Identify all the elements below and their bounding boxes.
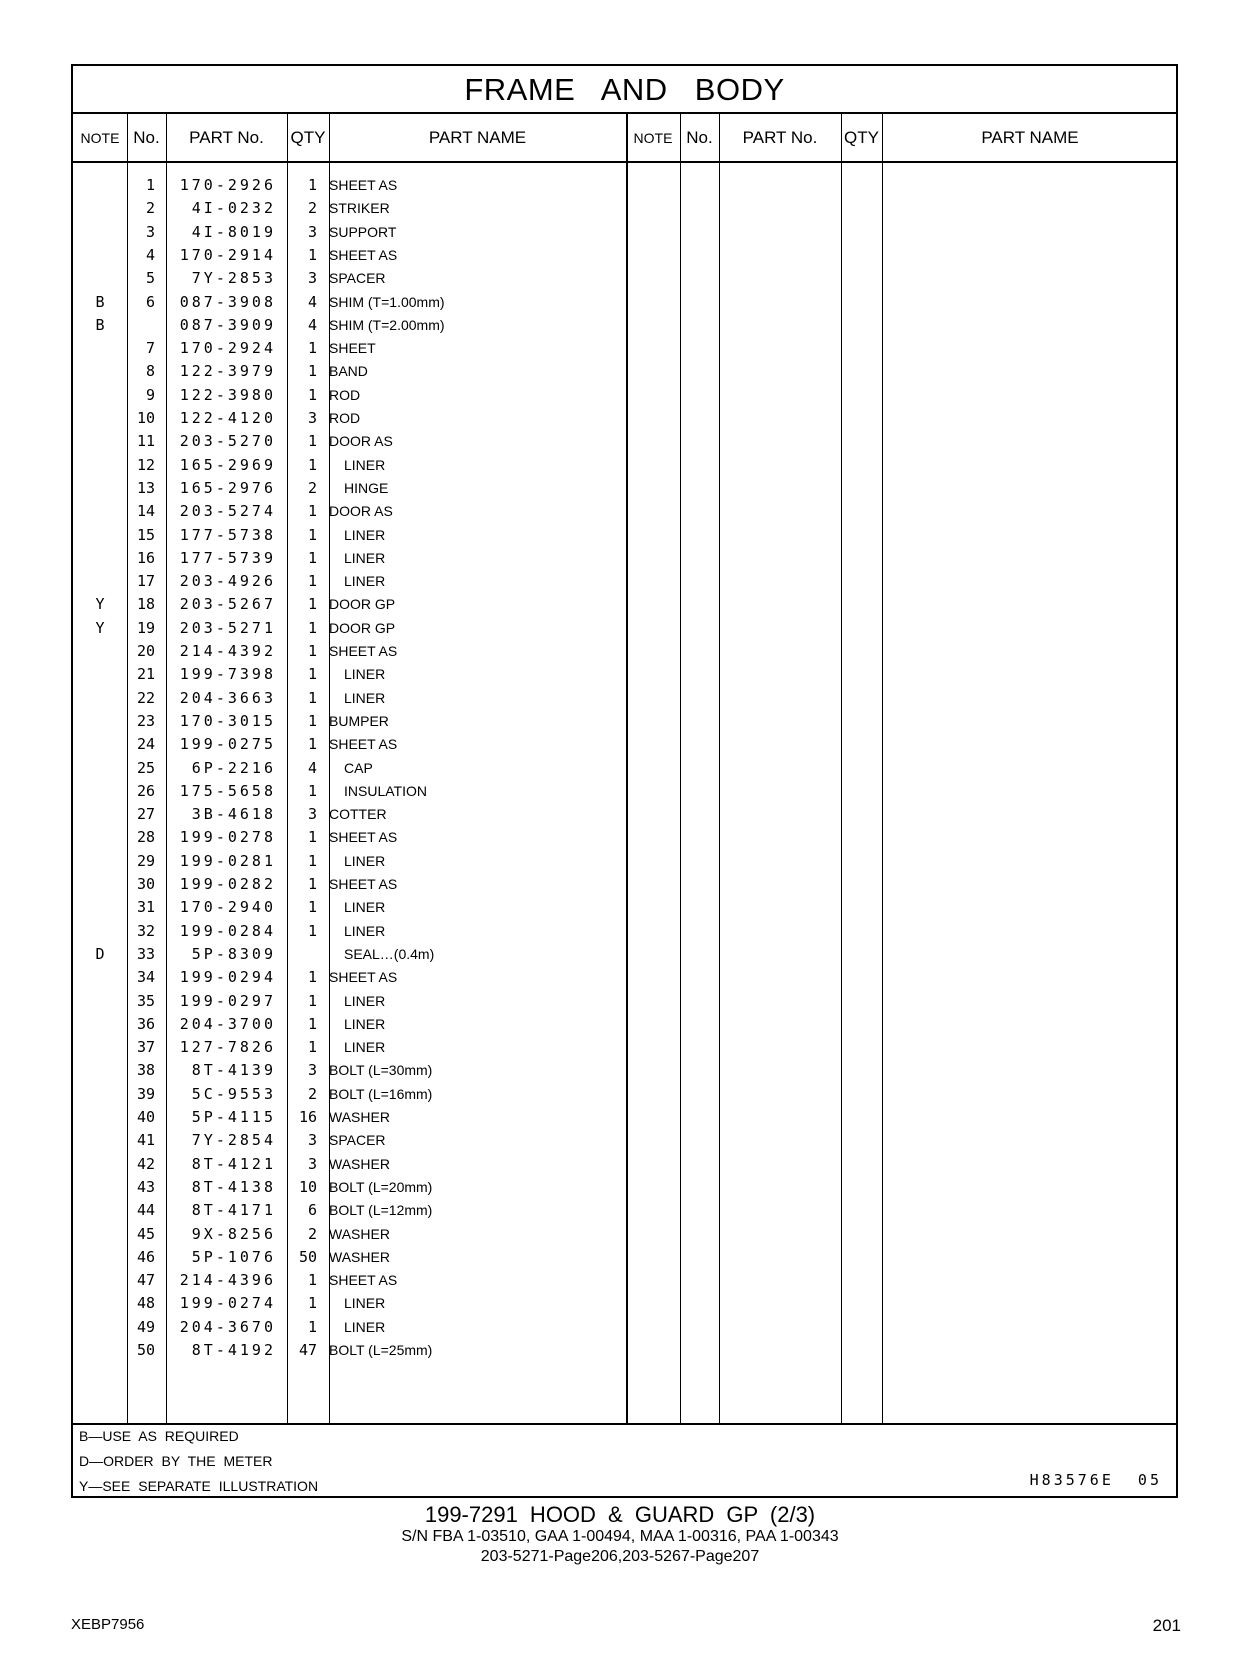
row-quantity: 1: [307, 176, 317, 194]
row-number: 36: [136, 1014, 155, 1033]
row-number: 3: [145, 222, 155, 241]
row-number: 41: [136, 1131, 155, 1150]
row-quantity: 1: [307, 1294, 317, 1313]
header-part-name-right: PART NAME: [981, 128, 1079, 147]
row-quantity: 2: [307, 478, 317, 497]
row-part-name: LINER: [344, 549, 386, 566]
table-row: [73, 1223, 633, 1246]
row-part-number: 170-3015: [179, 711, 276, 730]
row-part-number: 199-0278: [179, 828, 276, 847]
table-row: [73, 990, 633, 1013]
row-quantity: 1: [307, 502, 317, 521]
legend-item-b: B—USE AS REQUIRED: [79, 1428, 239, 1444]
row-quantity: 1: [307, 548, 317, 567]
table-row: [73, 803, 633, 826]
row-part-number: 087-3908: [179, 292, 276, 311]
row-part-number: 203-5267: [179, 595, 276, 614]
table-row: [73, 1199, 633, 1222]
row-part-number: 204-3670: [179, 1317, 276, 1336]
row-quantity: 1: [307, 455, 317, 474]
row-part-name: SHEET AS: [329, 829, 398, 846]
table-row: [73, 1269, 633, 1292]
row-part-number: 122-3979: [179, 362, 276, 381]
row-number: 24: [136, 735, 155, 754]
row-note: Y: [95, 618, 105, 637]
row-part-name: WASHER: [329, 1248, 390, 1265]
row-part-name: LINER: [344, 456, 386, 473]
table-row: [73, 524, 633, 547]
table-row: [73, 314, 633, 337]
row-part-name: SHEET AS: [329, 177, 398, 193]
column-line: [719, 113, 720, 1423]
row-quantity: 1: [307, 1038, 317, 1057]
row-number: 10: [136, 409, 155, 427]
row-part-name: WASHER: [329, 1225, 390, 1242]
table-row: [73, 896, 633, 919]
row-part-name: LINER: [344, 899, 386, 916]
header-no: No.: [133, 128, 160, 147]
row-number: 49: [136, 1317, 155, 1336]
row-number: 44: [136, 1201, 155, 1220]
row-number: 30: [136, 875, 155, 893]
row-part-number: 087-3909: [179, 315, 276, 334]
row-quantity: 3: [307, 1061, 317, 1080]
row-part-number: 199-0275: [179, 735, 276, 754]
header-qty: QTY: [290, 128, 326, 147]
row-part-number: 214-4396: [179, 1271, 276, 1290]
table-row: [73, 244, 633, 267]
row-part-name: LINER: [344, 666, 386, 683]
row-quantity: 10: [298, 1177, 317, 1196]
row-number: 7: [145, 339, 155, 358]
row-part-name: ROD: [329, 386, 361, 403]
row-part-name: SHEET AS: [329, 736, 398, 753]
row-part-number: 5C-9553: [191, 1084, 276, 1103]
table-row: [73, 477, 633, 500]
row-part-name: DOOR AS: [329, 433, 393, 450]
row-number: 35: [136, 991, 155, 1010]
table-row: [73, 384, 633, 407]
row-number: 31: [136, 898, 155, 917]
table-row: [73, 1059, 633, 1082]
row-part-name: SEAL…(0.4m): [344, 945, 435, 962]
row-quantity: 1: [307, 362, 317, 381]
table-row: [73, 337, 633, 360]
row-quantity: 4: [307, 292, 317, 311]
row-quantity: 1: [307, 991, 317, 1010]
row-part-number: 5P-4115: [191, 1108, 276, 1126]
row-number: 25: [136, 758, 155, 777]
row-number: 9: [145, 385, 155, 404]
row-quantity: 3: [307, 222, 317, 241]
row-number: 50: [136, 1341, 155, 1359]
figure-caption: [0, 1503, 1240, 1567]
row-part-number: 8T-4171: [191, 1201, 276, 1220]
row-part-number: 122-4120: [179, 409, 276, 427]
row-part-number: 9X-8256: [191, 1224, 276, 1243]
row-number: 4: [145, 245, 155, 264]
row-part-name: BOLT (L=12mm): [329, 1202, 433, 1219]
row-part-name: SPACER: [329, 270, 386, 287]
row-part-name: INSULATION: [344, 782, 427, 799]
row-quantity: 3: [307, 1131, 317, 1150]
row-part-name: LINER: [344, 1039, 386, 1056]
row-part-name: SHEET AS: [329, 969, 398, 986]
column-line: [841, 113, 842, 1423]
row-quantity: 1: [307, 432, 317, 451]
row-quantity: 1: [307, 828, 317, 847]
row-part-name: SHIM (T=1.00mm): [329, 293, 445, 310]
row-note: B: [95, 315, 105, 334]
row-number: 12: [136, 455, 155, 474]
row-part-number: 170-2926: [179, 176, 276, 194]
table-row: [73, 757, 633, 780]
row-number: 37: [136, 1038, 155, 1057]
header-note-right: NOTE: [633, 130, 673, 146]
table-row: [73, 1129, 633, 1152]
row-number: 11: [136, 432, 155, 451]
header-part-no-right: PART No.: [742, 128, 818, 147]
row-quantity: 1: [307, 688, 317, 707]
row-quantity: 1: [307, 385, 317, 404]
row-part-number: 177-5739: [179, 548, 276, 567]
row-number: 46: [136, 1247, 155, 1266]
row-part-name: BUMPER: [329, 712, 389, 729]
row-quantity: 3: [307, 409, 317, 427]
row-quantity: 3: [307, 269, 317, 288]
row-note: Y: [95, 595, 105, 614]
row-number: 18: [136, 595, 155, 614]
row-number: 19: [136, 618, 155, 637]
row-number: 28: [136, 828, 155, 847]
row-number: 38: [136, 1061, 155, 1080]
row-part-name: COTTER: [329, 806, 387, 823]
table-row: [73, 826, 633, 849]
row-part-name: BOLT (L=16mm): [329, 1085, 433, 1102]
table-row: [73, 1153, 633, 1176]
table-row: [73, 430, 633, 453]
header-part-no: PART No.: [189, 128, 264, 147]
row-quantity: 6: [307, 1201, 317, 1220]
row-quantity: 1: [307, 572, 317, 591]
row-quantity: 1: [307, 618, 317, 637]
row-number: 1: [145, 176, 155, 194]
row-part-number: 203-5271: [179, 618, 276, 637]
row-number: 27: [136, 805, 155, 824]
row-quantity: 1: [307, 642, 317, 660]
row-part-number: 204-3700: [179, 1014, 276, 1033]
row-part-name: SHEET: [329, 340, 376, 357]
table-row: [73, 663, 633, 686]
row-quantity: 16: [298, 1108, 317, 1126]
row-quantity: 1: [307, 898, 317, 917]
row-part-number: 199-0274: [179, 1294, 276, 1313]
table-row: [73, 593, 633, 616]
row-number: 33: [136, 944, 155, 963]
row-number: 8: [145, 362, 155, 381]
row-part-name: LINER: [344, 922, 386, 939]
row-quantity: 3: [307, 1154, 317, 1173]
row-quantity: 1: [307, 245, 317, 264]
row-number: 40: [136, 1108, 155, 1126]
table-row: [73, 1246, 633, 1269]
row-part-name: ROD: [329, 410, 361, 426]
row-part-number: 199-0284: [179, 921, 276, 940]
row-part-name: WASHER: [329, 1109, 390, 1125]
row-part-number: 8T-4139: [191, 1061, 276, 1080]
row-part-number: 165-2976: [179, 478, 276, 497]
row-part-name: LINER: [344, 1318, 386, 1335]
row-part-number: 7Y-2853: [191, 269, 276, 288]
row-number: 26: [136, 781, 155, 800]
column-line: [680, 113, 681, 1423]
row-part-name: BOLT (L=30mm): [329, 1062, 433, 1079]
row-quantity: 1: [307, 1014, 317, 1033]
row-quantity: 1: [307, 595, 317, 614]
row-part-number: 199-0281: [179, 851, 276, 870]
row-part-name: DOOR AS: [329, 503, 393, 520]
table-row: [73, 687, 633, 710]
row-part-number: 199-7398: [179, 665, 276, 684]
row-part-number: 8T-4192: [191, 1341, 276, 1359]
row-number: 32: [136, 921, 155, 940]
table-row: [73, 291, 633, 314]
row-number: 20: [136, 642, 155, 660]
row-part-number: 127-7826: [179, 1038, 276, 1057]
row-note: B: [95, 292, 105, 311]
table-row: [73, 197, 633, 220]
row-number: 17: [136, 572, 155, 591]
row-quantity: 1: [307, 339, 317, 358]
row-part-name: BOLT (L=25mm): [329, 1342, 433, 1358]
row-part-number: 199-0297: [179, 991, 276, 1010]
row-part-name: CAP: [344, 759, 373, 776]
row-number: 6: [145, 292, 155, 311]
table-row: [73, 570, 633, 593]
row-part-number: 199-0294: [179, 968, 276, 987]
column-line: [882, 113, 883, 1423]
table-row: [73, 221, 633, 244]
table-row: [73, 1013, 633, 1036]
row-quantity: 1: [307, 665, 317, 684]
legend-item-y: Y—SEE SEPARATE ILLUSTRATION: [79, 1478, 319, 1494]
header-no-right: No.: [686, 128, 713, 147]
table-row: [73, 1106, 633, 1129]
table-row: [73, 407, 633, 430]
row-quantity: 2: [307, 199, 317, 218]
row-number: 43: [136, 1177, 155, 1196]
table-row: [73, 850, 633, 873]
table-row: [73, 267, 633, 290]
row-part-number: 203-5274: [179, 502, 276, 521]
row-quantity: 1: [307, 968, 317, 987]
row-quantity: 1: [307, 851, 317, 870]
row-note: D: [95, 944, 105, 963]
document-code: XEBP7956: [71, 1616, 145, 1633]
table-row: [73, 617, 633, 640]
table-row: [73, 920, 633, 943]
table-row: [73, 1176, 633, 1199]
row-part-number: 6P-2216: [191, 758, 276, 777]
row-number: 22: [136, 688, 155, 707]
row-part-number: 5P-8309: [191, 944, 276, 963]
row-quantity: 1: [307, 525, 317, 544]
row-part-number: 175-5658: [179, 781, 276, 800]
row-part-name: SHEET AS: [329, 1272, 398, 1289]
row-part-name: BAND: [329, 363, 368, 380]
table-row: [73, 873, 633, 896]
row-part-number: 8T-4121: [191, 1154, 276, 1173]
table-row: [73, 500, 633, 523]
table-row: [73, 1083, 633, 1106]
table-row: [73, 780, 633, 803]
legend: [79, 1424, 318, 1499]
caption-title: 199-7291 HOOD & GUARD GP (2/3): [424, 1502, 816, 1527]
row-number: 48: [136, 1294, 155, 1313]
table-row: [73, 547, 633, 570]
row-part-number: 165-2969: [179, 455, 276, 474]
caption-page-refs: 203-5271-Page206,203-5267-Page207: [480, 1548, 760, 1565]
caption-serials: S/N FBA 1-03510, GAA 1-00494, MAA 1-00316, PAA 1-00343: [401, 1528, 839, 1545]
row-quantity: 1: [307, 875, 317, 893]
row-part-name: SHIM (T=2.00mm): [329, 316, 445, 333]
row-part-number: 4I-8019: [191, 222, 276, 241]
row-part-number: 177-5738: [179, 525, 276, 544]
row-part-name: HINGE: [344, 479, 389, 496]
row-part-name: LINER: [344, 573, 386, 590]
row-part-name: SHEET AS: [329, 876, 398, 892]
parts-list-sheet: [71, 64, 1178, 1498]
row-quantity: 1: [307, 1317, 317, 1336]
table-row: [73, 640, 633, 663]
row-number: 45: [136, 1224, 155, 1243]
row-part-name: LINER: [344, 852, 386, 869]
row-number: 5: [145, 269, 155, 288]
row-part-name: DOOR GP: [329, 596, 396, 613]
table-row: [73, 733, 633, 756]
illustration-code: H83576E 05: [1029, 1471, 1162, 1489]
row-part-number: 5P-1076: [191, 1247, 276, 1266]
row-part-number: 214-4392: [179, 642, 276, 660]
row-number: 39: [136, 1084, 155, 1103]
row-part-number: 3B-4618: [191, 805, 276, 824]
row-number: 2: [145, 199, 155, 218]
row-quantity: 2: [307, 1224, 317, 1243]
row-number: 21: [136, 665, 155, 684]
row-part-name: LINER: [344, 1295, 386, 1312]
row-number: 13: [136, 478, 155, 497]
header-qty-right: QTY: [844, 128, 879, 147]
row-quantity: 1: [307, 1271, 317, 1290]
row-part-name: SHEET AS: [329, 246, 398, 263]
table-row: [73, 710, 633, 733]
row-part-name: LINER: [344, 992, 386, 1009]
table-row: [73, 1036, 633, 1059]
row-part-name: SHEET AS: [329, 643, 398, 659]
row-quantity: 47: [298, 1341, 317, 1359]
row-part-number: 122-3980: [179, 385, 276, 404]
row-part-name: DOOR GP: [329, 619, 396, 636]
row-quantity: 1: [307, 711, 317, 730]
row-quantity: 3: [307, 805, 317, 824]
row-number: 42: [136, 1154, 155, 1173]
row-part-name: SUPPORT: [329, 223, 397, 240]
row-quantity: 50: [298, 1247, 317, 1266]
header-note: NOTE: [80, 130, 120, 146]
row-part-name: SPACER: [329, 1132, 386, 1149]
row-part-number: 170-2940: [179, 898, 276, 917]
row-quantity: 1: [307, 735, 317, 754]
row-part-number: 7Y-2854: [191, 1131, 276, 1150]
table-row: [73, 943, 633, 966]
table-row: [73, 454, 633, 477]
row-quantity: 4: [307, 758, 317, 777]
row-part-number: 199-0282: [179, 875, 276, 893]
row-number: 34: [136, 968, 155, 987]
row-quantity: 1: [307, 781, 317, 800]
row-part-number: 170-2914: [179, 245, 276, 264]
row-part-name: LINER: [344, 526, 386, 543]
row-number: 23: [136, 711, 155, 730]
row-quantity: 4: [307, 315, 317, 334]
row-number: 14: [136, 502, 155, 521]
header-part-name: PART NAME: [428, 128, 527, 147]
row-part-name: BOLT (L=20mm): [329, 1178, 433, 1195]
row-part-number: 8T-4138: [191, 1177, 276, 1196]
row-part-name: WASHER: [329, 1155, 390, 1172]
row-part-number: 4I-0232: [191, 199, 276, 218]
row-part-name: LINER: [344, 689, 386, 706]
row-part-number: 203-5270: [179, 432, 276, 451]
row-quantity: 1: [307, 921, 317, 940]
row-part-number: 203-4926: [179, 572, 276, 591]
row-number: 16: [136, 548, 155, 567]
row-part-number: 170-2924: [179, 339, 276, 358]
table-row: [73, 1316, 633, 1339]
sheet-title: FRAME AND BODY: [464, 72, 785, 107]
table-row: [73, 174, 633, 197]
table-row: [73, 966, 633, 989]
legend-item-d: D—ORDER BY THE METER: [79, 1453, 273, 1469]
page-number: 201: [1152, 1616, 1181, 1635]
row-number: 29: [136, 851, 155, 870]
row-quantity: 2: [307, 1084, 317, 1103]
table-row: [73, 360, 633, 383]
row-part-name: LINER: [344, 1015, 386, 1032]
row-part-number: 204-3663: [179, 688, 276, 707]
row-number: 15: [136, 525, 155, 544]
row-number: 47: [136, 1271, 155, 1290]
row-part-name: STRIKER: [329, 200, 390, 217]
table-row: [73, 1292, 633, 1315]
table-row: [73, 1339, 633, 1362]
